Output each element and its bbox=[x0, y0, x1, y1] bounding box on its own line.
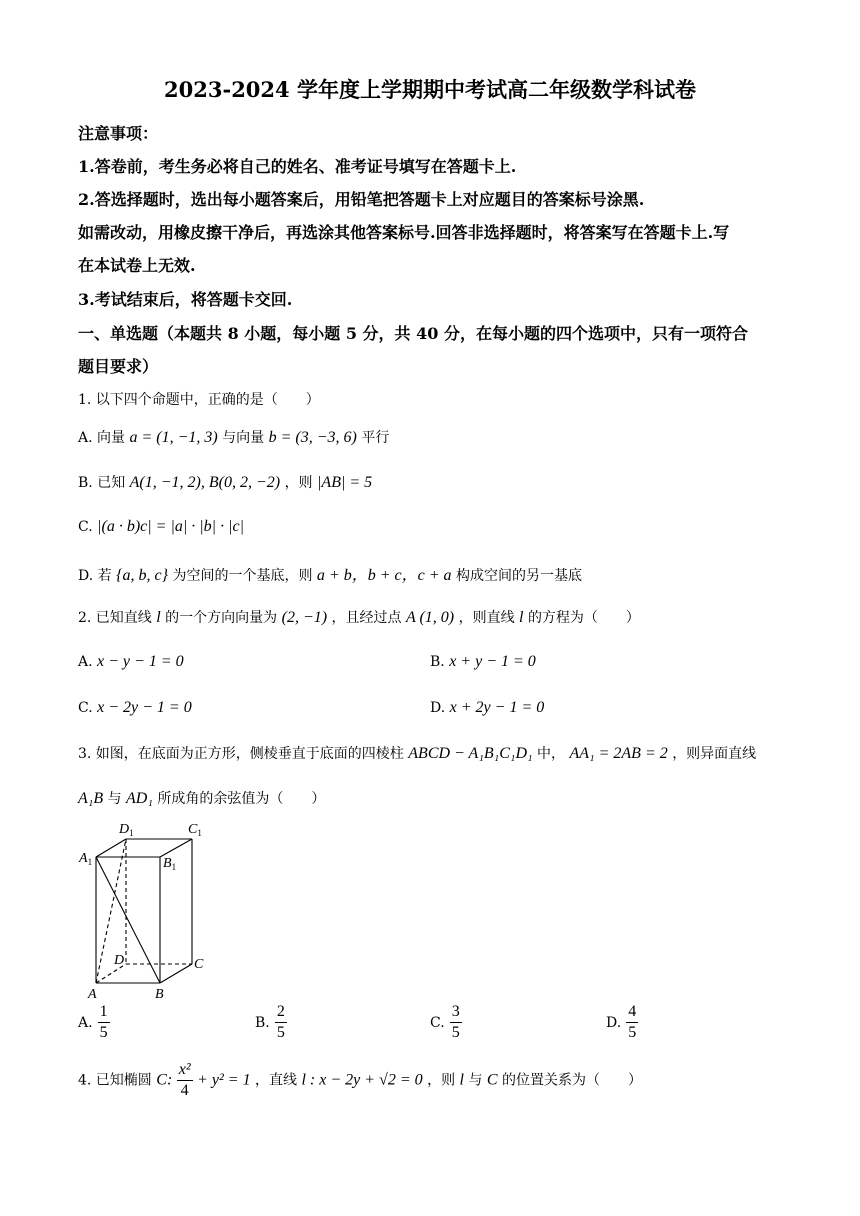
q4-l: l bbox=[459, 1071, 464, 1089]
notice-heading: 注意事项： bbox=[78, 124, 159, 143]
q4-frac-den: 4 bbox=[180, 1082, 189, 1099]
notice-item-2-end: 在本试卷上无效. bbox=[78, 256, 196, 275]
q3-option-a bbox=[78, 1002, 110, 1043]
q3-d-num: 4 bbox=[626, 1002, 638, 1023]
q2-option-b bbox=[430, 653, 536, 671]
q4-mid-3: 与 bbox=[468, 1072, 483, 1089]
q2-a-math: x − y − 1 = 0 bbox=[97, 653, 184, 670]
q2-c-math: x − 2y − 1 = 0 bbox=[97, 699, 192, 716]
q1-stem: 1. 以下四个命题中，正确的是（ ） bbox=[78, 392, 320, 408]
q2-option-d bbox=[430, 699, 544, 717]
q1-option-a bbox=[78, 427, 389, 447]
q3-stem-pre: 3. 如图，在底面为正方形，侧棱垂直于底面的四棱柱 bbox=[78, 746, 404, 762]
q1-b-pre: B. 已知 bbox=[78, 475, 126, 491]
q4-ellipse-eq: + y² = 1 bbox=[197, 1071, 251, 1089]
q1-b-mid: ，则 bbox=[284, 475, 313, 491]
q1-a-pre: A. 向量 bbox=[78, 430, 126, 446]
label-d1: $D_1$ bbox=[119, 822, 134, 838]
q2-stem-pre: 2. 已知直线 bbox=[78, 610, 152, 626]
edge-a1-d1 bbox=[96, 839, 126, 857]
q3-b-num: 2 bbox=[275, 1002, 287, 1023]
q1-a-post: 平行 bbox=[361, 430, 390, 446]
q4-stem-mid-2: ，则 bbox=[427, 1072, 456, 1089]
q4-ellipse-name: C: bbox=[156, 1071, 173, 1089]
q2-line-l-2: l bbox=[519, 609, 524, 626]
q2-direction-vector: (2, −1) bbox=[281, 609, 328, 626]
label-b: B bbox=[155, 987, 164, 1002]
q2-line-l: l bbox=[156, 609, 161, 626]
q2-stem-mid-3: ，则直线 bbox=[458, 610, 515, 626]
q3-stem-post: ，则异面直线 bbox=[672, 746, 757, 762]
q3-line2-post: 所成角的余弦值为（ ） bbox=[157, 791, 326, 807]
q1-d-mid: 为空间的一个基底，则 bbox=[172, 568, 313, 584]
q1-a-math-2: b = (3, −3, 6) bbox=[268, 429, 357, 446]
notice-item-1: 1.答卷前，考生务必将自己的姓名、准考证号填写在答题卡上. bbox=[78, 157, 517, 176]
label-d: D bbox=[114, 953, 125, 968]
q1-d-pre: D. 若 bbox=[78, 568, 112, 584]
edge-b-c bbox=[160, 964, 192, 983]
q3-a-den: 5 bbox=[99, 1024, 108, 1041]
q3-b-label: B. bbox=[255, 1015, 270, 1031]
q2-option-c bbox=[78, 699, 192, 717]
q3-line-ad1: AD₁ bbox=[126, 790, 153, 807]
notice-item-2: 2.答选择题时，选出每小题答案后，用铅笔把答题卡上对应题目的答案标号涂黑. bbox=[78, 190, 645, 209]
q2-d-math: x + 2y − 1 = 0 bbox=[449, 699, 545, 716]
q1-d-math-2: a + b，b + c，c + a bbox=[316, 567, 452, 584]
q4-stem bbox=[78, 1060, 642, 1101]
q1-option-d bbox=[78, 562, 582, 585]
q1-b-math: A(1, −1, 2), B(0, 2, −2) bbox=[129, 474, 281, 491]
q4-frac-num: x² bbox=[177, 1060, 193, 1081]
q3-option-d bbox=[606, 1002, 638, 1043]
q1-option-c bbox=[78, 518, 244, 536]
q1-a-math-1: a = (1, −1, 3) bbox=[129, 429, 218, 446]
q4-stem-pre: 4. 已知椭圆 bbox=[78, 1072, 152, 1089]
q1-option-b bbox=[78, 472, 372, 492]
q1-c-math: |(a · b)c| = |a| · |b| · |c| bbox=[97, 518, 244, 535]
prism-figure bbox=[76, 818, 216, 1008]
q2-c-label: C. bbox=[78, 700, 93, 716]
q2-b-math: x + y − 1 = 0 bbox=[449, 653, 536, 670]
q3-stem bbox=[78, 743, 756, 763]
q2-stem-post: 的方程为（ ） bbox=[527, 610, 640, 626]
label-a1: $A_1$ bbox=[79, 851, 93, 867]
q3-option-c bbox=[430, 1002, 462, 1043]
q3-prism-name: ABCD − A₁B₁C₁D₁ bbox=[408, 745, 533, 762]
q3-c-label: C. bbox=[430, 1015, 445, 1031]
q3-d-fraction bbox=[626, 1002, 638, 1043]
q1-a-mid: 与向量 bbox=[222, 430, 265, 446]
q3-edge-relation: AA₁ = 2AB = 2 bbox=[569, 745, 668, 762]
q3-line2-mid: 与 bbox=[107, 791, 122, 807]
q1-d-post: 构成空间的另一基底 bbox=[455, 568, 582, 584]
q3-line-a1b: A₁B bbox=[78, 790, 104, 807]
q3-c-fraction bbox=[450, 1002, 462, 1043]
q1-c-pre: C. bbox=[78, 519, 93, 535]
q2-a-label: A. bbox=[78, 654, 93, 670]
q2-point: A (1, 0) bbox=[405, 609, 455, 626]
q3-a-fraction bbox=[98, 1002, 110, 1043]
q3-a-label: A. bbox=[78, 1015, 93, 1031]
q3-stem-mid: 中， bbox=[537, 746, 566, 762]
q4-c: C bbox=[486, 1071, 498, 1089]
q4-stem-post: 的位置关系为（ ） bbox=[502, 1072, 643, 1089]
label-a: A bbox=[88, 987, 97, 1002]
q3-option-b bbox=[255, 1002, 287, 1043]
page-title: 2023-2024 学年度上学期期中考试高二年级数学科试卷 bbox=[164, 77, 696, 102]
q2-b-label: B. bbox=[430, 654, 445, 670]
q3-b-den: 5 bbox=[276, 1024, 285, 1041]
notice-item-3: 3.考试结束后，将答题卡交回. bbox=[78, 290, 293, 309]
q1-d-math: {a, b, c} bbox=[116, 567, 168, 584]
q2-option-a bbox=[78, 653, 184, 671]
q4-stem-mid: ，直线 bbox=[255, 1072, 298, 1089]
label-b1: $B_1$ bbox=[163, 856, 177, 872]
notice-item-2-continued: 如需改动，用橡皮擦干净后，再选涂其他答案标号.回答非选择题时，将答案写在答题卡上.写 bbox=[78, 223, 730, 242]
q3-b-fraction bbox=[275, 1002, 287, 1043]
section-heading-cont: 题目要求） bbox=[78, 357, 159, 376]
q2-stem-mid: 的一个方向向量为 bbox=[165, 610, 278, 626]
q3-c-num: 3 bbox=[450, 1002, 462, 1023]
q2-stem-mid-2: ，且经过点 bbox=[331, 610, 402, 626]
q1-b-math-2: |AB| = 5 bbox=[317, 474, 373, 491]
q3-c-den: 5 bbox=[451, 1024, 460, 1041]
section-heading: 一、单选题（本题共 8 小题，每小题 5 分，共 40 分，在每小题的四个选项中，只有一项符合 bbox=[78, 324, 748, 343]
q3-d-label: D. bbox=[606, 1015, 622, 1031]
q3-a-num: 1 bbox=[98, 1002, 110, 1023]
label-c: C bbox=[194, 957, 204, 972]
q3-stem-line-2 bbox=[78, 788, 325, 808]
q3-d-den: 5 bbox=[628, 1024, 637, 1041]
label-c1: $C_1$ bbox=[188, 822, 202, 838]
q4-line-eq: l : x − 2y + √2 = 0 bbox=[301, 1071, 423, 1089]
q4-fraction bbox=[177, 1060, 193, 1101]
q2-stem bbox=[78, 607, 640, 627]
q2-d-label: D. bbox=[430, 700, 446, 716]
edge-c1-b1 bbox=[160, 839, 192, 857]
